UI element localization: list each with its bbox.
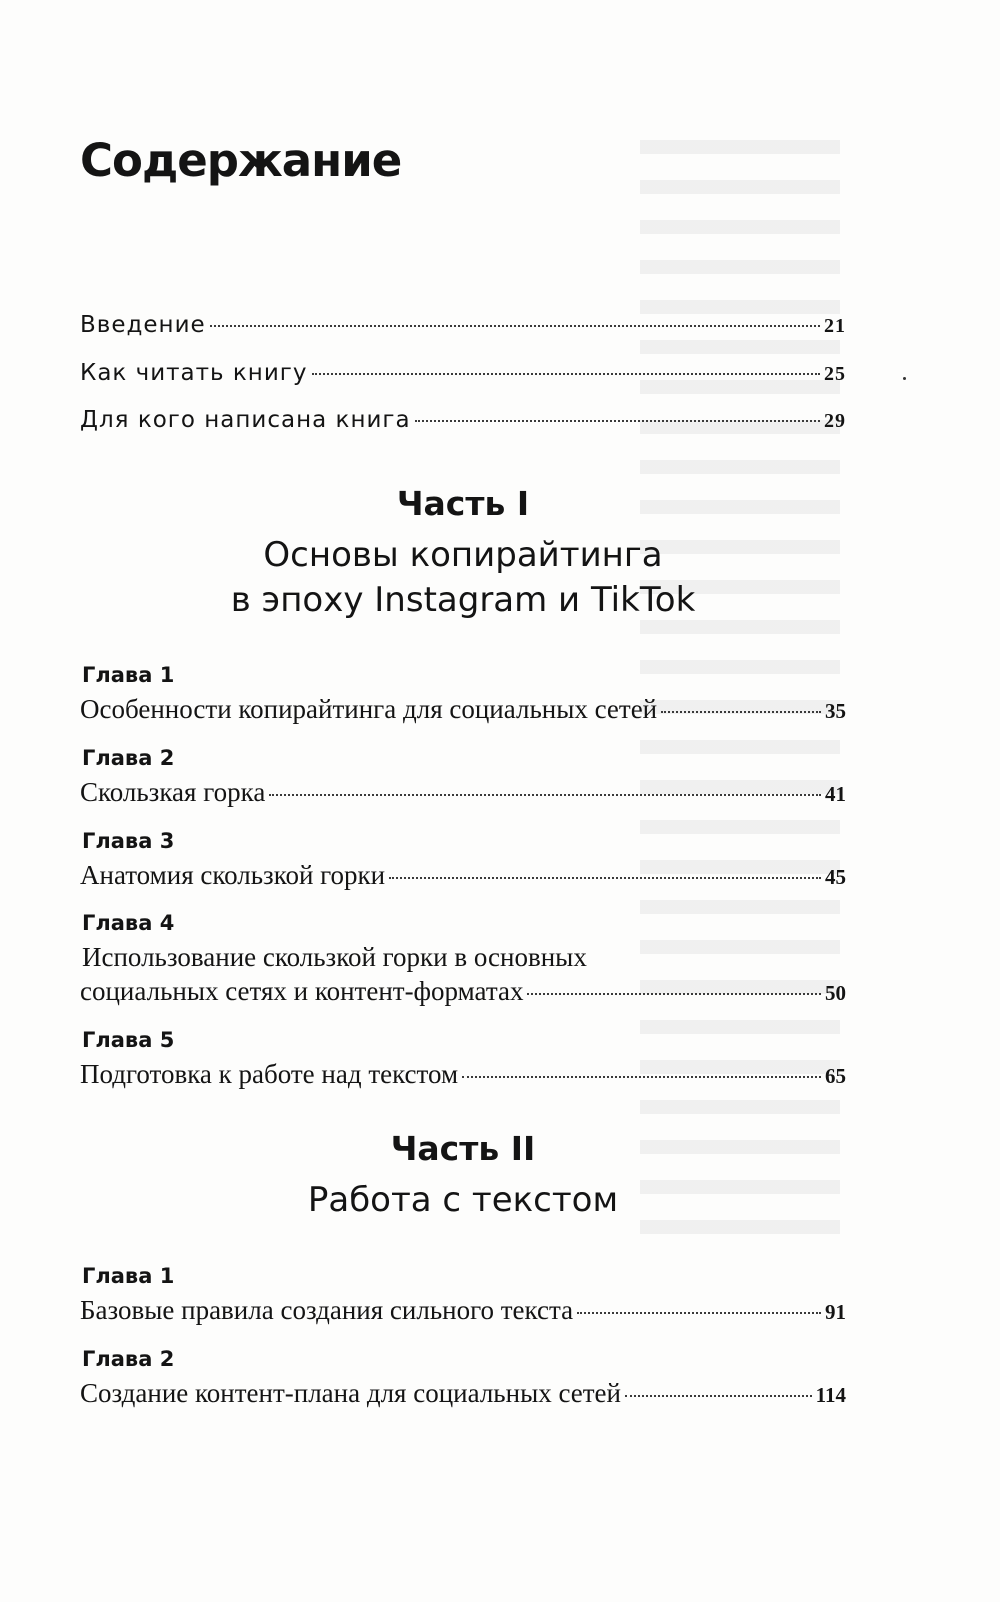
toc-entry-audience[interactable] bbox=[80, 407, 846, 433]
toc-page-number: 29 bbox=[824, 410, 846, 432]
toc-entry-chapter[interactable] bbox=[80, 777, 846, 808]
toc-entry-how-to-read[interactable] bbox=[80, 360, 846, 386]
toc-entry-chapter[interactable] bbox=[80, 1378, 846, 1409]
part-heading: Часть I bbox=[396, 484, 530, 523]
dot-leader bbox=[527, 993, 821, 995]
toc-entry-chapter[interactable] bbox=[80, 1059, 846, 1090]
part-subtitle-line2: в эпоху Instagram и TikTok bbox=[230, 580, 696, 620]
chapter-title: Базовые правила создания сильного текста bbox=[80, 1295, 574, 1325]
chapter-title: Скользкая горка bbox=[80, 777, 266, 807]
toc-entry-label: Для кого написана книга bbox=[80, 407, 411, 433]
chapter-label: Глава 2 bbox=[82, 1347, 175, 1371]
dot-leader bbox=[210, 325, 820, 327]
chapter-title: Подготовка к работе над текстом bbox=[80, 1059, 459, 1089]
chapter-title: Анатомия скользкой горки bbox=[80, 860, 386, 890]
chapter-title-line1: Использование скользкой горки в основных bbox=[82, 942, 587, 972]
chapter-title: Создание контент-плана для социальных сетей bbox=[80, 1378, 621, 1408]
page-title: Содержание bbox=[80, 134, 402, 187]
toc-page-number: 114 bbox=[815, 1383, 846, 1407]
toc-entry-chapter[interactable] bbox=[80, 694, 846, 725]
part-subtitle-line1: Основы копирайтинга bbox=[263, 535, 663, 575]
toc-page-number: 91 bbox=[825, 1300, 846, 1324]
chapter-label: Глава 4 bbox=[82, 911, 175, 935]
toc-entry-label: Введение bbox=[80, 312, 206, 338]
chapter-label: Глава 1 bbox=[82, 663, 175, 687]
dot-leader bbox=[625, 1395, 812, 1397]
toc-page-number: 35 bbox=[825, 699, 846, 723]
speck-mark bbox=[903, 377, 906, 380]
dot-leader bbox=[577, 1312, 821, 1314]
dot-leader bbox=[389, 877, 821, 879]
chapter-title: социальных сетях и контент-форматах bbox=[80, 976, 524, 1006]
toc-page-number: 21 bbox=[824, 315, 846, 337]
part-subtitle-line1: Работа с текстом bbox=[307, 1180, 619, 1220]
toc-entry-chapter[interactable] bbox=[80, 976, 846, 1007]
chapter-title: Особенности копирайтинга для социальных сетей bbox=[80, 694, 658, 724]
toc-entry-intro[interactable] bbox=[80, 312, 846, 338]
dot-leader bbox=[462, 1076, 821, 1078]
part-heading: Часть II bbox=[390, 1129, 536, 1168]
toc-page-number: 50 bbox=[825, 981, 846, 1005]
dot-leader bbox=[661, 711, 821, 713]
toc-page-number: 41 bbox=[825, 782, 846, 806]
toc-entry-chapter[interactable] bbox=[80, 1295, 846, 1326]
chapter-label: Глава 2 bbox=[82, 746, 175, 770]
toc-page-number: 65 bbox=[825, 1064, 846, 1088]
dot-leader bbox=[312, 373, 821, 375]
dot-leader bbox=[269, 794, 821, 796]
chapter-label: Глава 1 bbox=[82, 1264, 175, 1288]
toc-entry-chapter[interactable] bbox=[80, 860, 846, 891]
dot-leader bbox=[415, 420, 820, 422]
chapter-label: Глава 5 bbox=[82, 1028, 175, 1052]
chapter-label: Глава 3 bbox=[82, 829, 175, 853]
toc-page-number: 25 bbox=[824, 363, 846, 385]
toc-page-number: 45 bbox=[825, 865, 846, 889]
toc-entry-label: Как читать книгу bbox=[80, 360, 308, 386]
